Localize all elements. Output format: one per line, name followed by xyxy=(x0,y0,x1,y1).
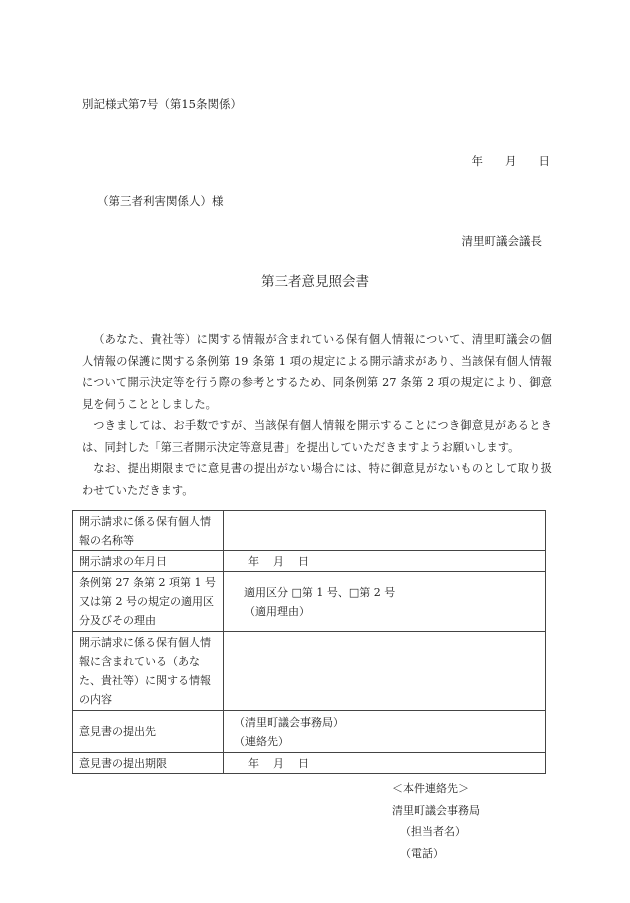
submission-office: （清里町議会事務局） xyxy=(234,715,344,729)
deadline-year: 年 xyxy=(248,756,259,770)
deadline-day: 日 xyxy=(298,756,309,770)
contact-phone: （電話） xyxy=(400,846,444,860)
row-value xyxy=(224,572,546,632)
row-value xyxy=(224,551,546,572)
request-month: 月 xyxy=(273,554,284,568)
table-row xyxy=(73,632,546,711)
row-label: 開示請求に係る保有個人情報に含まれている（あなた、貴社等）に関する情報の内容 xyxy=(73,632,224,711)
form-number: 別記様式第7号（第15条関係） xyxy=(82,97,242,111)
body-paragraph: （あなた、貴社等）に関する情報が含まれている保有個人情報について、清里町議会の個人情報の保護に関する条例第 19 条第 1 項の規定による開示請求があり、当該保有個人情報について開示決定等を行う際の参考とするため、同条例第 27 条第 2 項の規定により、御意見を伺うこととしました。 xyxy=(82,333,552,411)
date-day: 日 xyxy=(538,154,550,168)
date-month: 月 xyxy=(505,154,517,168)
row-value xyxy=(224,511,546,551)
row-label: 条例第 27 条第 2 項第 1 号又は第 2 号の規定の適用区分及びその理由 xyxy=(73,572,224,632)
body-paragraph: なお、提出期限までに意見書の提出がない場合には、特に御意見がないものとして取り扱わせていただきます。 xyxy=(82,462,552,497)
contact-block xyxy=(392,778,480,864)
row-label: 意見書の提出期限 xyxy=(73,753,224,774)
application-reason: （適用理由） xyxy=(244,604,310,618)
body-paragraph: つきましては、お手数ですが、当該保有個人情報を開示することにつき御意見があるときは、同封した「第三者開示決定等意見書」を提出していただきますようお願いします。 xyxy=(82,419,552,454)
table-row xyxy=(73,711,546,753)
row-value xyxy=(224,711,546,753)
info-table xyxy=(72,510,546,774)
table-row xyxy=(73,572,546,632)
document-title: 第三者意見照会書 xyxy=(261,274,369,290)
body-text xyxy=(82,329,552,501)
row-value xyxy=(224,753,546,774)
row-value xyxy=(224,632,546,711)
deadline-month: 月 xyxy=(273,756,284,770)
table-row xyxy=(73,551,546,572)
row-label: 開示請求に係る保有個人情報の名称等 xyxy=(73,511,224,551)
contact-office: 清里町議会事務局 xyxy=(392,803,480,817)
applicable-category: 適用区分 □第 1 号、□第 2 号 xyxy=(244,585,396,599)
contact-person: （担当者名） xyxy=(400,825,466,838)
row-label: 開示請求の年月日 xyxy=(73,551,224,572)
row-label: 意見書の提出先 xyxy=(73,711,224,753)
submission-contact: （連絡先） xyxy=(234,734,289,748)
request-day: 日 xyxy=(298,554,309,568)
table-row xyxy=(73,511,546,551)
contact-heading: ＜本件連絡先＞ xyxy=(392,782,469,795)
addressee: （第三者利害関係人）様 xyxy=(97,194,224,208)
sender: 清里町議会議長 xyxy=(461,234,542,248)
table-row xyxy=(73,753,546,774)
date-line xyxy=(472,153,551,169)
date-year: 年 xyxy=(471,154,483,168)
request-year: 年 xyxy=(248,554,259,568)
